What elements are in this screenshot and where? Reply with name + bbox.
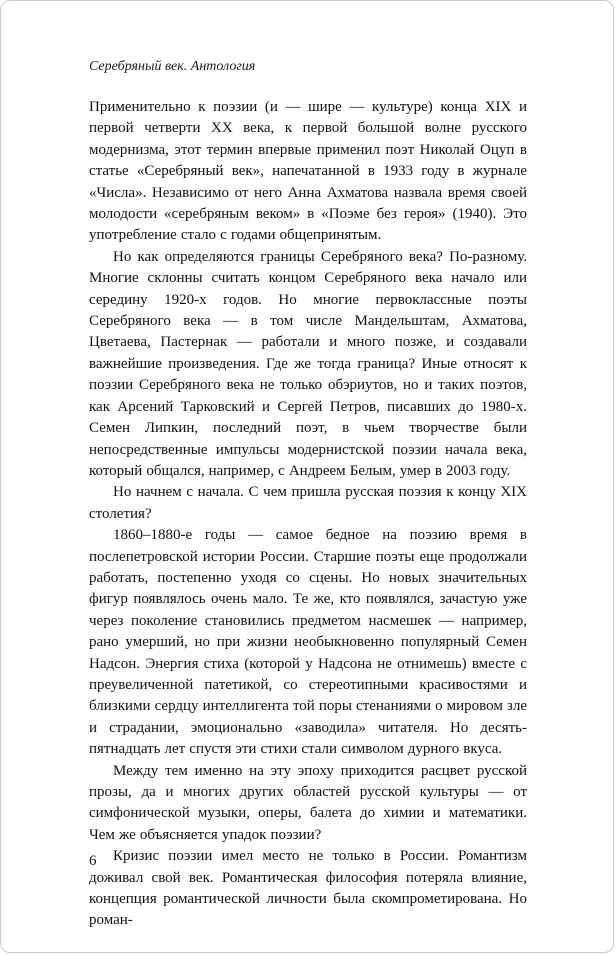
body-paragraph: Кризис поэзии имел место не только в России. Романтизм доживал свой век. Романтическая философия потеряла влияние, концепция романтической личности была скомпрометирована. Но роман- bbox=[89, 848, 527, 929]
body-paragraph: Применительно к поэзии (и — шире — культуре) конца XIX и первой четверти XX века, к первой большой волне русского модернизма, этот термин впервые применил поэт Николай Оцуп в статье «Серебряный век», напечатанной в 1933 году в журнале «Числа». Независимо от него Анна Ахматова назвала время своей молодости «серебряным веком» в «Поэме без героя» (1940). Это употребление стало с годами общепринятым. bbox=[89, 99, 527, 244]
body-paragraph: Между тем именно на эту эпоху приходится расцвет русской прозы, да и многих других областей русской культуры — от симфонической музыки, оперы, балета до химии и математики. Чем же объясняется упадок поэзии? bbox=[89, 762, 527, 843]
page-number: 6 bbox=[89, 853, 97, 869]
body-paragraph: Но как определяются границы Серебряного века? По-разному. Многие склонны считать концом Серебряного века начало или середину 1920-х годов. Но многие первоклассные поэты Серебряного века — в том числе Мандельштам, Ахматова, Цветаева, Пастернак — работали и много позже, и создавали важнейшие произведения. Где же тогда граница? Иные относят к поэзии Серебряного века не только обэриутов, но и таких поэтов, как Арсений Тарковский и Сергей Петров, писавших до 1980-х. Семен Липкин, последний поэт, в чьем творчестве были непосредственные импульсы модернистской поэзии начала века, который общался, например, с Андреем Белым, умер в 2003 году. bbox=[89, 248, 527, 479]
body-text bbox=[89, 97, 527, 932]
body-paragraph: 1860–1880-е годы — самое бедное на поэзию время в послепетровской истории России. Старшие поэты еще продолжали работать, постепенно уходя со сцены. Но новых значительных фигур появлялось очень мало. Те же, кто появлялся, зачастую уже через поколение становились предметом насмешек — например, рано умерший, но при жизни необыкновенно популярный Семен Надсон. Энергия стиха (которой у Надсона не отнимешь) вместе с преувеличенной патетикой, со стереотипными красивостями и близкими сердцу интеллигента той поры стенаниями о мировом зле и страдании, эмоционально «заводила» читателя. Но десять-пятнадцать лет спустя эти стихи стали символом дурного вкуса. bbox=[89, 527, 527, 758]
body-paragraph: Но начнем с начала. С чем пришла русская поэзия к концу XIX столетия? bbox=[89, 484, 527, 522]
page-content bbox=[1, 1, 613, 932]
running-header: Серебряный век. Антология bbox=[89, 59, 256, 74]
